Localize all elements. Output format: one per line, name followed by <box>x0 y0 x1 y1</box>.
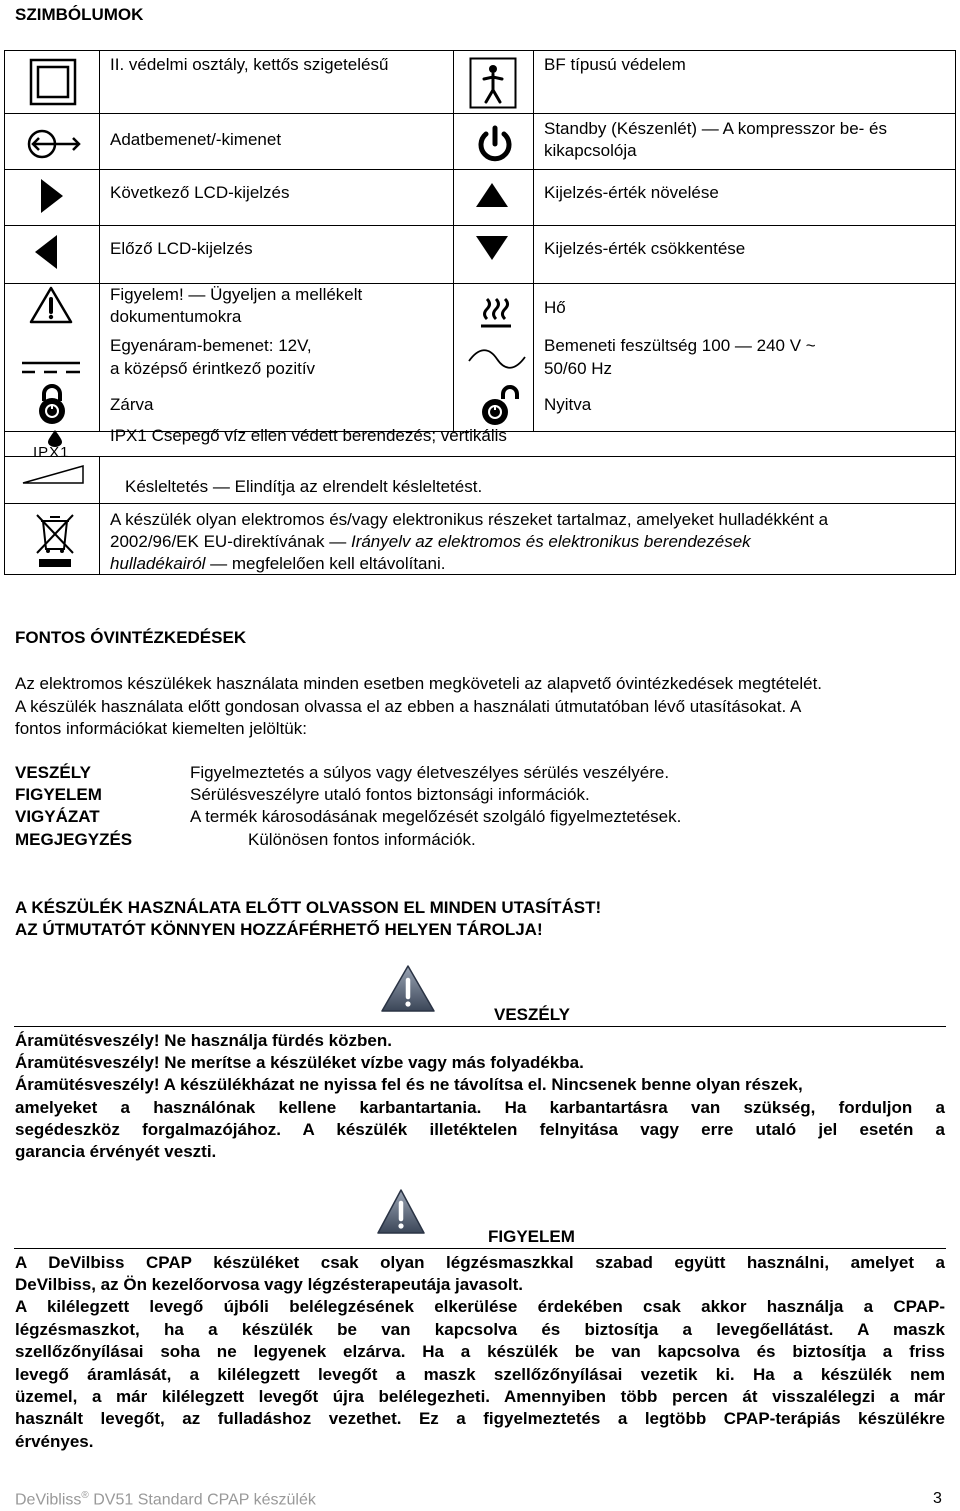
precautions-intro-line3: fontos információkat kiemelten jelöltük: <box>15 719 307 738</box>
warning-line-5: szellőzőnyílásai soha ne legyenek elzárva. Ha a készülék be van kapcsolva és biztosítja a friss <box>15 1342 945 1361</box>
footer-model: DV51 Standard CPAP készülék <box>88 1491 316 1509</box>
danger-line-4: amelyeket a használónak kellene karbantartania. Ha karbantartásra van szükség, forduljon a <box>15 1098 945 1117</box>
warning-triangle-icon <box>29 285 73 325</box>
next-display-label: Következő LCD-kijelzés <box>110 183 290 202</box>
danger-line-2: Áramütésveszély! Ne merítse a készüléket vízbe vagy más folyadékba. <box>15 1053 584 1072</box>
term-danger-desc: Figyelmeztetés a súlyos vagy életveszélyes sérülés veszélyére. <box>190 763 670 782</box>
danger-line-1: Áramütésveszély! Ne használja fürdés közben. <box>15 1031 392 1050</box>
warning-line-3: A kilélegzett levegő újbóli belélegzésének elkerülése érdekében csak akkor használja a CPAP- <box>15 1297 945 1316</box>
weee-label-line3-b: — megfelelően kell eltávolítani. <box>205 554 446 573</box>
power-icon <box>475 125 515 165</box>
data-io-label: Adatbemenet/-kimenet <box>110 130 282 149</box>
previous-display-label: Előző LCD-kijelzés <box>110 239 253 258</box>
term-caution: VIGYÁZAT <box>15 807 100 826</box>
ac-current-icon <box>467 349 527 369</box>
weee-directive-title-end: hulladékairól <box>110 554 206 573</box>
ipx1-icon-label: IPX1 <box>33 444 70 461</box>
term-caution-desc: A termék károsodásának megelőzését szolgáló figyelmeztetések. <box>190 807 682 826</box>
padlock-unlocked-icon <box>479 385 519 427</box>
bf-protection-label: BF típusú védelem <box>544 55 686 74</box>
term-warning: FIGYELEM <box>15 785 102 804</box>
standby-label: Standby (Készenlét) — A kompresszor be- és kikapcsolója <box>544 119 887 160</box>
heat-label: Hő <box>544 298 566 317</box>
dc-current-icon <box>20 359 82 375</box>
weee-label-line2 <box>110 531 751 553</box>
increase-value-label: Kijelzés-érték növelése <box>544 183 719 202</box>
symbols-heading: SZIMBÓLUMOK <box>15 5 144 24</box>
weee-bin-icon <box>33 511 77 571</box>
warning-line-6: levegő áramlását, a kilélegzett levegőt a maszk szellőzőnyílásai vezetik ki. Ha a készülék nem <box>15 1365 945 1384</box>
weee-label-line3 <box>110 553 445 575</box>
danger-line-3: Áramütésveszély! A készülékházat ne nyissa fel és ne távolítsa el. Nincsenek benne olyan részek, <box>15 1075 803 1094</box>
term-danger: VESZÉLY <box>15 763 91 782</box>
delay-ramp-icon <box>21 464 85 486</box>
warning-line-7: üzemel, a már kilélegzett levegőt újra belélegezheti. Amennyiben több percen át visszalélegzi a már <box>15 1387 945 1406</box>
footer-registered-mark: ® <box>81 1490 89 1501</box>
danger-warning-icon <box>380 964 436 1014</box>
weee-label-line2-a: 2002/96/EK EU-direktívának — <box>110 532 351 551</box>
precautions-intro-line2: A készülék használata előtt gondosan olvassa el az ebben a használati útmutatóban lévő utasításokat. A <box>15 697 802 716</box>
warning-title: FIGYELEM <box>488 1227 575 1246</box>
delay-label: Késleltetés — Elindítja az elrendelt késleltetést. <box>125 477 483 496</box>
read-instructions-line2: AZ ÚTMUTATÓT KÖNNYEN HOZZÁFÉRHETŐ HELYEN TÁROLJA! <box>15 920 543 939</box>
danger-rule <box>14 1026 946 1027</box>
footer-brand: DeVibliss <box>15 1491 82 1509</box>
warning-line-4: légzésmaszkot, ha a készülék be van kapcsolva és biztosítja a levegőellátást. A maszk <box>15 1320 945 1339</box>
arrow-left-icon <box>33 233 59 271</box>
unlocked-label: Nyitva <box>544 395 592 414</box>
arrow-down-icon <box>475 235 509 261</box>
warning-line-2: DeVilbiss, az Ön kezelőorvosa vagy légzésterapeutája javasolt. <box>15 1275 524 1294</box>
warning-line-9: érvényes. <box>15 1432 94 1451</box>
attention-label-line2: dokumentumokra <box>110 307 242 326</box>
read-instructions-line1: A KÉSZÜLÉK HASZNÁLATA ELŐTT OLVASSON EL MINDEN UTASÍTÁST! <box>15 898 602 917</box>
padlock-locked-icon <box>36 383 68 425</box>
term-note-desc: Különösen fontos információk. <box>248 830 476 849</box>
data-io-icon <box>27 127 83 161</box>
warning-rule <box>14 1248 946 1249</box>
locked-label: Zárva <box>110 395 154 414</box>
double-square-icon <box>29 58 77 106</box>
ac-input-label-line1: Bemeneti feszültség 100 — 240 V ~ <box>544 336 816 355</box>
symbols-table <box>4 50 956 575</box>
arrow-up-icon <box>475 182 509 208</box>
class-ii-label: II. védelmi osztály, kettős szigetelésű <box>110 55 389 74</box>
ac-input-label-line2: 50/60 Hz <box>544 359 613 378</box>
warning-line-8: használt levegőt, az fulladáshoz vezethet. Ez a figyelmeztetés a legtöbb CPAP-terápiás készülékre <box>15 1409 945 1428</box>
danger-title: VESZÉLY <box>494 1005 570 1024</box>
weee-directive-title: Irányelv az elektromos és elektronikus berendezések <box>350 532 751 551</box>
term-warning-desc: Sérülésveszélyre utaló fontos biztonsági információk. <box>190 785 590 804</box>
arrow-right-icon <box>37 177 67 215</box>
bf-person-icon <box>469 57 517 109</box>
danger-line-6: garancia érvényét veszti. <box>15 1142 217 1161</box>
ipx1-label: IPX1 Csepegő víz ellen védett berendezés; vertikális <box>110 426 507 445</box>
attention-warning-icon <box>376 1188 426 1236</box>
attention-label-line1: Figyelem! — Ügyeljen a mellékelt <box>110 285 363 304</box>
footer-title <box>15 1490 316 1509</box>
weee-label-line1: A készülék olyan elektromos és/vagy elektronikus részeket tartalmaz, amelyeket hulladékként a <box>110 510 829 529</box>
precautions-intro-line1: Az elektromos készülékek használata minden esetben megköveteli az alapvető óvintézkedések megtételét. <box>15 674 823 693</box>
dc-input-label-line2: a középső érintkező pozitív <box>110 359 316 378</box>
dc-input-label-line1: Egyenáram-bemenet: 12V, <box>110 336 312 355</box>
term-note: MEGJEGYZÉS <box>15 830 133 849</box>
danger-line-5: segédeszköz forgalmazójához. A készülék illetéktelen felnyitása vagy erre utaló jel esetén a <box>15 1120 945 1139</box>
decrease-value-label: Kijelzés-érték csökkentése <box>544 239 746 258</box>
page-number: 3 <box>933 1490 942 1507</box>
heat-icon <box>479 295 513 331</box>
precautions-heading: FONTOS ÓVINTÉZKEDÉSEK <box>15 628 247 647</box>
warning-line-1: A DeVilbiss CPAP készüléket csak olyan légzésmaszkkal szabad együtt használni, amelyet a <box>15 1253 945 1272</box>
ipx1-icon <box>30 429 80 459</box>
